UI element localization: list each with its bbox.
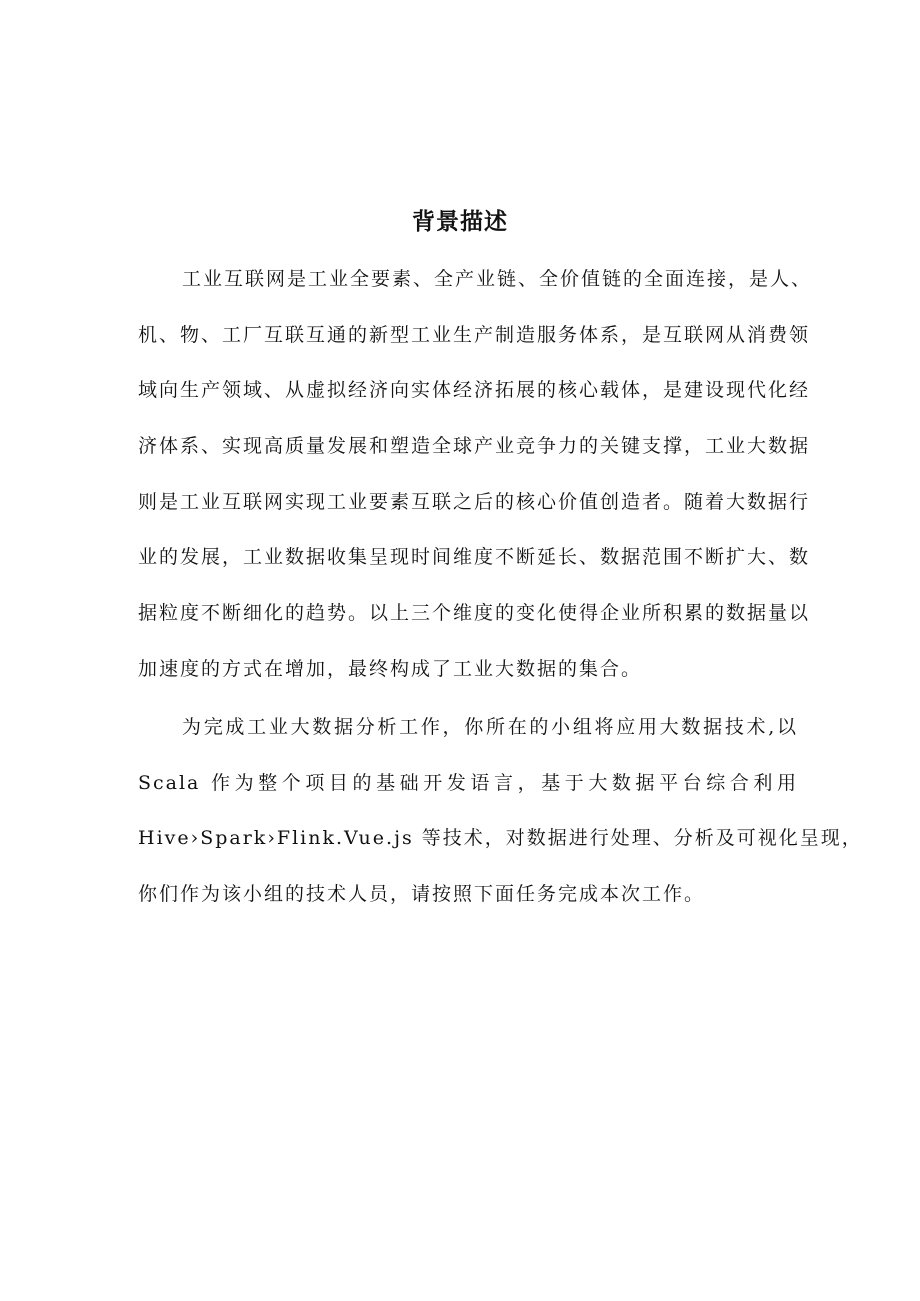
paragraph-line: 工业互联网是工业全要素、全产业链、全价值链的全面连接，是人、 — [182, 268, 813, 290]
paragraph-line: 加速度的方式在增加，最终构成了工业大数据的集合。 — [138, 657, 643, 680]
paragraph-line: 济体系、实现高质量发展和塑造全球产业竞争力的关键支撑，工业大数据 — [138, 435, 811, 458]
paragraph-task — [138, 713, 863, 936]
paragraph-line: 机、物、工厂互联互通的新型工业生产制造服务体系，是互联网从消费领 — [138, 323, 811, 346]
paragraph-line: Scala 作为整个项目的基础开发语言，基于大数据平台综合利用 — [138, 771, 798, 794]
paragraph-line: 则是工业互联网实现工业要素互联之后的核心价值创造者。随着大数据行 — [138, 490, 811, 513]
paragraph-line: 业的发展，工业数据收集呈现时间维度不断延长、数据范围不断扩大、数 — [138, 546, 811, 569]
paragraph-line: Hive›Spark›Flink.Vue.js 等技术，对数据进行处理、分析及可视化呈现， — [138, 827, 863, 850]
paragraph-line: 为完成工业大数据分析工作，你所在的小组将应用大数据技术,以 — [182, 716, 798, 738]
page-title: 背景描述 — [412, 209, 508, 235]
paragraph-line: 你们作为该小组的技术人员，请按照下面任务完成本次工作。 — [138, 883, 706, 906]
paragraph-line: 据粒度不断细化的趋势。以上三个维度的变化使得企业所积累的数据量以 — [138, 602, 811, 625]
paragraph-background — [138, 265, 813, 711]
paragraph-line: 域向生产领域、从虚拟经济向实体经济拓展的核心载体，是建设现代化经 — [138, 379, 811, 402]
